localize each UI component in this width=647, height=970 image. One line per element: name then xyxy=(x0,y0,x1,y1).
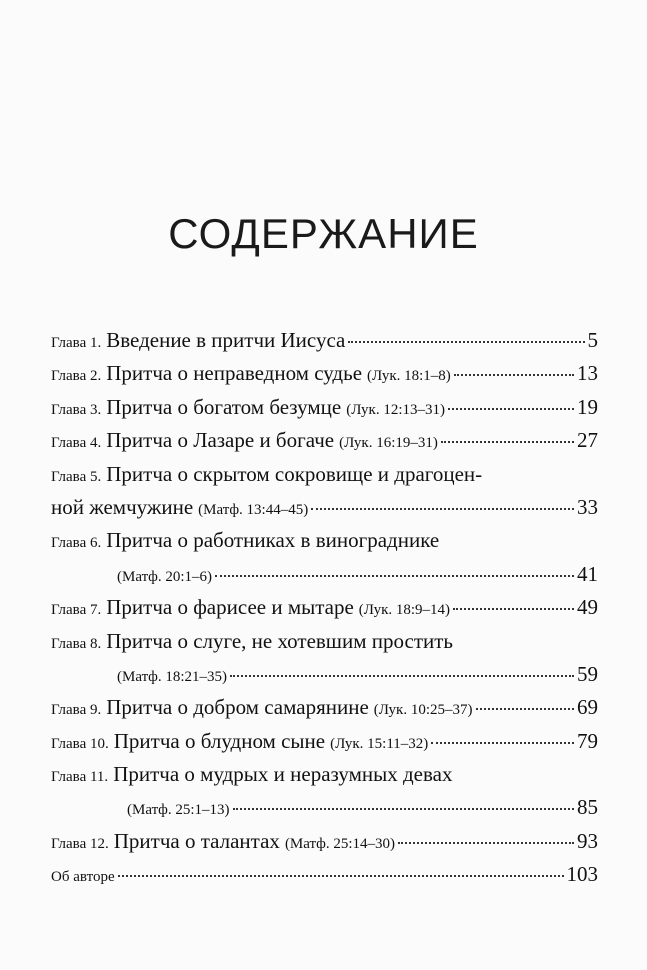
toc-entry-2[interactable] xyxy=(51,361,598,394)
page-number: 59 xyxy=(577,661,598,686)
page-number: 49 xyxy=(577,595,598,620)
toc-entry-11[interactable] xyxy=(51,762,598,795)
toc-entry-6[interactable] xyxy=(51,528,598,561)
scripture-reference: (Матф. 25:14–30) xyxy=(284,835,395,852)
dot-leader xyxy=(233,808,574,810)
dot-leader xyxy=(230,675,574,677)
chapter-number: Глава 12. xyxy=(51,835,109,852)
chapter-number: Глава 6. xyxy=(51,535,102,552)
toc-entry-9[interactable] xyxy=(51,695,598,728)
dot-leader xyxy=(448,408,574,410)
chapter-title: Притча о богатом безумце xyxy=(106,394,342,419)
chapter-title: Притча о фарисее и мытаре xyxy=(106,595,354,620)
chapter-number: Глава 8. xyxy=(51,635,102,652)
dot-leader xyxy=(431,742,574,744)
scripture-reference: (Матф. 20:1–6) xyxy=(117,568,213,585)
page-number: 79 xyxy=(577,728,598,753)
chapter-number: Глава 5. xyxy=(51,468,102,485)
chapter-title: Притча о работниках в винограднике xyxy=(106,528,440,553)
dot-leader xyxy=(348,341,584,343)
chapter-title: Введение в притчи Иисуса xyxy=(106,328,346,352)
chapter-title-continued: ной жемчужине xyxy=(51,494,194,519)
scripture-reference: (Матф. 25:1–13) xyxy=(127,802,230,819)
scripture-reference: (Лук. 18:1–8) xyxy=(367,368,451,385)
toc-entry-3[interactable] xyxy=(51,395,598,428)
chapter-title: Притча о слуге, не хотевшим простить xyxy=(106,628,454,653)
page-number: 13 xyxy=(577,361,598,386)
page-number: 27 xyxy=(577,428,598,453)
page-number: 5 xyxy=(587,328,598,352)
page-number: 85 xyxy=(577,795,598,820)
chapter-title: Притча о мудрых и неразумных девах xyxy=(113,762,453,787)
chapter-number: Глава 11. xyxy=(51,769,109,786)
chapter-number: Глава 9. xyxy=(51,702,102,719)
dot-leader xyxy=(118,875,564,877)
toc-entry-1[interactable] xyxy=(51,328,598,361)
toc-entry-8[interactable] xyxy=(51,629,598,662)
scripture-reference: (Лук. 18:9–14) xyxy=(358,602,451,619)
chapter-title: Притча о талантах xyxy=(113,828,280,853)
scripture-reference: (Матф. 13:44–45) xyxy=(198,501,309,518)
scripture-reference: (Матф. 18:21–35) xyxy=(117,668,228,685)
toc-entry-7[interactable] xyxy=(51,595,598,628)
scripture-reference: (Лук. 12:13–31) xyxy=(346,401,445,418)
page-number: 93 xyxy=(577,828,598,853)
chapter-title: Притча о добром самарянине xyxy=(106,695,369,720)
dot-leader xyxy=(215,575,574,577)
scripture-reference: (Лук. 10:25–37) xyxy=(373,702,473,719)
toc-entry-4[interactable] xyxy=(51,428,598,461)
page-number: 41 xyxy=(577,561,598,586)
dot-leader xyxy=(453,608,574,610)
chapter-number: Глава 4. xyxy=(51,435,102,452)
chapter-number: Глава 2. xyxy=(51,368,102,385)
toc-entry-8-continued[interactable] xyxy=(51,662,598,695)
chapter-title: Притча о скрытом сокровище и драгоцен- xyxy=(106,461,483,486)
toc-entry-12[interactable] xyxy=(51,829,598,862)
toc-entry-5[interactable] xyxy=(51,462,598,495)
scripture-reference: (Лук. 15:11–32) xyxy=(330,735,429,752)
dot-leader xyxy=(311,508,574,510)
scripture-reference: (Лук. 16:19–31) xyxy=(339,435,438,452)
entry-title: Об авторе xyxy=(51,869,115,886)
chapter-title: Притча о Лазаре и богаче xyxy=(106,428,335,453)
dot-leader xyxy=(441,441,574,443)
toc-entry-11-continued[interactable] xyxy=(51,795,598,828)
chapter-title: Притча о блудном сыне xyxy=(113,728,326,753)
table-of-contents xyxy=(51,328,598,896)
chapter-number: Глава 7. xyxy=(51,602,102,619)
page-number: 33 xyxy=(577,494,598,519)
toc-entry-about-author[interactable] xyxy=(51,862,598,895)
page-number: 19 xyxy=(577,394,598,419)
page-title: СОДЕРЖАНИЕ xyxy=(168,210,479,257)
chapter-number: Глава 1. xyxy=(51,335,102,351)
chapter-number: Глава 10. xyxy=(51,735,109,752)
page-number: 69 xyxy=(577,695,598,720)
page-number: 103 xyxy=(566,862,598,887)
chapter-number: Глава 3. xyxy=(51,401,102,418)
dot-leader xyxy=(454,374,574,376)
chapter-title: Притча о неправедном судье xyxy=(106,361,363,386)
toc-entry-5-continued[interactable] xyxy=(51,495,598,528)
dot-leader xyxy=(398,842,574,844)
toc-entry-10[interactable] xyxy=(51,729,598,762)
dot-leader xyxy=(476,708,574,710)
toc-entry-6-continued[interactable] xyxy=(51,562,598,595)
